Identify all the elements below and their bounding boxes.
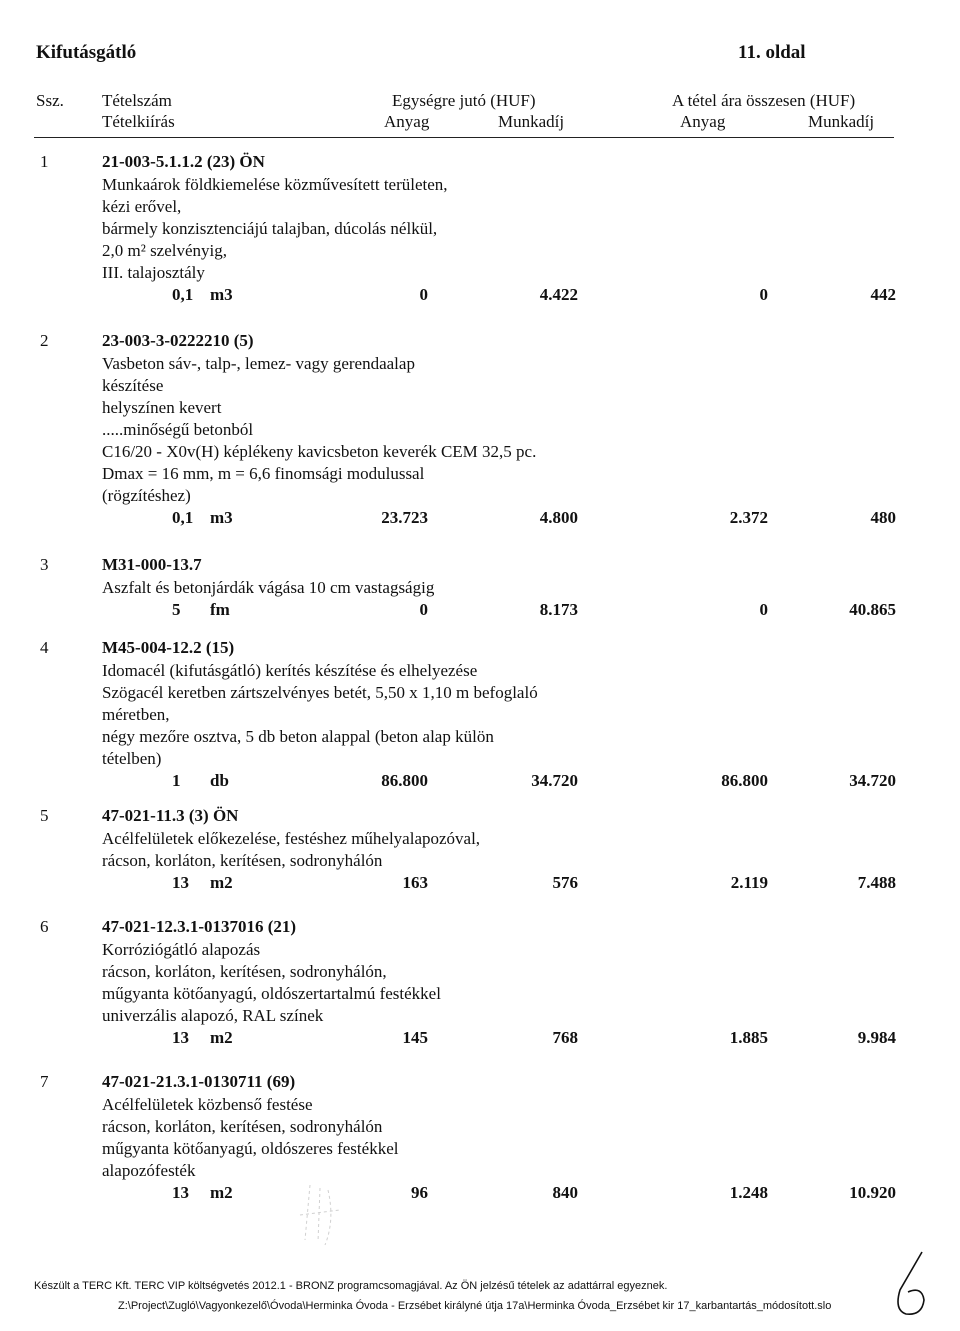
unit: db [210,771,229,790]
footer-line-2: Z:\Project\Zugló\Vagyonkezelő\Óvoda\Herminka Óvoda - Erzsébet királyné útja 17a\Herminka Óvoda_Erzsébet kir 17_karbantartás_módosított.slo [118,1300,832,1312]
quantity-row [102,1182,896,1204]
unit: m2 [210,1183,233,1202]
total-munkadij: 480 [870,508,896,527]
quantity: 13 [172,1028,189,1047]
quantity: 13 [172,873,189,892]
unit-anyag-price: 23.723 [381,508,428,527]
quantity: 0,1 [172,285,194,304]
unit: fm [210,600,230,619]
page-title: Kifutásgátló [36,42,137,63]
description-line: (rögzítéshez) [102,486,191,505]
col-unit-price-group: Egységre jutó (HUF) [392,91,536,110]
description-line: C16/20 - X0v(H) képlékeny kavicsbeton keverék CEM 32,5 pc. [102,442,537,461]
description-line: négy mezőre osztva, 5 db beton alappal (beton alap külön [102,727,494,746]
description-line: Korróziógátló alapozás [102,940,261,959]
quantity-row [102,1027,896,1049]
item-description [102,353,536,507]
quantity: 13 [172,1183,189,1202]
description-line: alapozófesték [102,1161,196,1180]
item-description [102,1094,398,1182]
unit-munkadij-price: 4.800 [539,508,578,527]
total-anyag: 86.800 [721,771,768,790]
quantity: 1 [172,771,181,790]
faint-stamp-mark [290,1180,350,1250]
col-unit-munkadij: Munkadíj [498,112,565,131]
total-munkadij: 9.984 [857,1028,896,1047]
unit-anyag-price: 0 [419,600,428,619]
item-code: M31-000-13.7 [102,555,202,574]
description-line: tételben) [102,749,162,768]
quantity-row [102,872,896,894]
unit-anyag-price: 145 [402,1028,428,1047]
total-munkadij: 442 [870,285,896,304]
quantity-row [102,599,896,621]
item-code: 21-003-5.1.1.2 (23) ÖN [102,152,265,171]
unit-munkadij-price: 768 [552,1028,578,1047]
col-unit-anyag: Anyag [384,112,430,131]
unit-anyag-price: 0 [419,285,428,304]
description-line: műgyanta kötőanyagú, oldószertartalmú festékkel [102,984,441,1003]
item-number: 5 [40,806,49,825]
description-line: rácson, korláton, kerítésen, sodronyhálón [102,1117,383,1136]
unit-munkadij-price: 4.422 [539,285,578,304]
unit-munkadij-price: 34.720 [531,771,578,790]
description-line: Munkaárok földkiemelése közművesített területen, [102,175,448,194]
item-number: 1 [40,152,49,171]
description-line: Acélfelületek előkezelése, festéshez műhelyalapozóval, [102,829,481,848]
description-line: készítése [102,376,164,395]
description-line: 2,0 m² szelvényig, [102,241,228,260]
item-code: 47-021-21.3.1-0130711 (69) [102,1072,296,1091]
item-number: 6 [40,917,49,936]
unit: m3 [210,285,233,304]
item-description [102,939,441,1027]
description-line: Aszfalt és betonjárdák vágása 10 cm vastagságig [102,578,435,597]
quantity-row [102,770,896,792]
total-munkadij: 40.865 [849,600,896,619]
item-number: 2 [40,331,49,350]
total-anyag: 0 [759,285,768,304]
unit: m2 [210,1028,233,1047]
description-line: Vasbeton sáv-, talp-, lemez- vagy gerendaalap [102,354,415,373]
item-description [102,174,448,284]
unit-munkadij-price: 840 [552,1183,578,1202]
col-total-group: A tétel ára összesen (HUF) [672,91,856,110]
item-code: 23-003-3-0222210 (5) [102,331,254,350]
col-total-anyag: Anyag [680,112,726,131]
quantity-row [102,284,896,306]
col-total-munkadij: Munkadíj [808,112,875,131]
col-tetelkiiras: Tételkiírás [102,112,175,131]
description-line: Acélfelületek közbenső festése [102,1095,313,1114]
description-line: Idomacél (kifutásgátló) kerítés készítése és elhelyezése [102,661,478,680]
quantity: 0,1 [172,508,194,527]
description-line: műgyanta kötőanyagú, oldószeres festékkel [102,1139,399,1158]
page-number: 11. oldal [738,42,806,63]
unit-anyag-price: 96 [411,1183,428,1202]
item-description [102,577,434,599]
item-number: 7 [40,1072,49,1091]
description-line: .....minőségű betonból [102,420,254,439]
unit-anyag-price: 86.800 [381,771,428,790]
total-anyag: 1.885 [729,1028,768,1047]
quantity: 5 [172,600,181,619]
item-number: 3 [40,555,49,574]
total-anyag: 2.119 [730,873,768,892]
unit-anyag-price: 163 [402,873,428,892]
unit: m2 [210,873,233,892]
description-line: rácson, korláton, kerítésen, sodronyhálón, [102,962,387,981]
item-code: 47-021-12.3.1-0137016 (21) [102,917,297,936]
description-line: rácson, korláton, kerítésen, sodronyhálón [102,851,383,870]
item-number: 4 [40,638,49,657]
unit: m3 [210,508,233,527]
item-code: M45-004-12.2 (15) [102,638,235,657]
item-description [102,660,538,770]
total-munkadij: 10.920 [849,1183,896,1202]
header-rule [34,137,894,138]
total-munkadij: 7.488 [857,873,896,892]
description-line: Szögacél keretben zártszelvényes betét, 5,50 x 1,10 m befoglaló [102,683,538,702]
unit-munkadij-price: 576 [552,873,578,892]
description-line: kézi erővel, [102,197,182,216]
item-code: 47-021-11.3 (3) ÖN [102,806,239,825]
col-ssz: Ssz. [36,91,64,110]
total-anyag: 0 [759,600,768,619]
total-munkadij: 34.720 [849,771,896,790]
description-line: Dmax = 16 mm, m = 6,6 finomsági modulussal [102,464,425,483]
description-line: III. talajosztály [102,263,205,282]
description-line: helyszínen kevert [102,398,222,417]
total-anyag: 1.248 [729,1183,768,1202]
handwritten-signature [892,1250,932,1320]
unit-munkadij-price: 8.173 [539,600,578,619]
item-description [102,828,480,872]
description-line: méretben, [102,705,170,724]
description-line: bármely konzisztenciájú talajban, dúcolás nélkül, [102,219,438,238]
footer-line-1: Készült a TERC Kft. TERC VIP költségvetés 2012.1 - BRONZ programcsomagjával. Az ÖN jelzésű tételek az adattárral egyeznek. [34,1280,668,1292]
quantity-row [102,507,896,529]
total-anyag: 2.372 [729,508,768,527]
col-tetelszam: Tételszám [102,91,172,110]
description-line: univerzális alapozó, RAL színek [102,1006,324,1025]
